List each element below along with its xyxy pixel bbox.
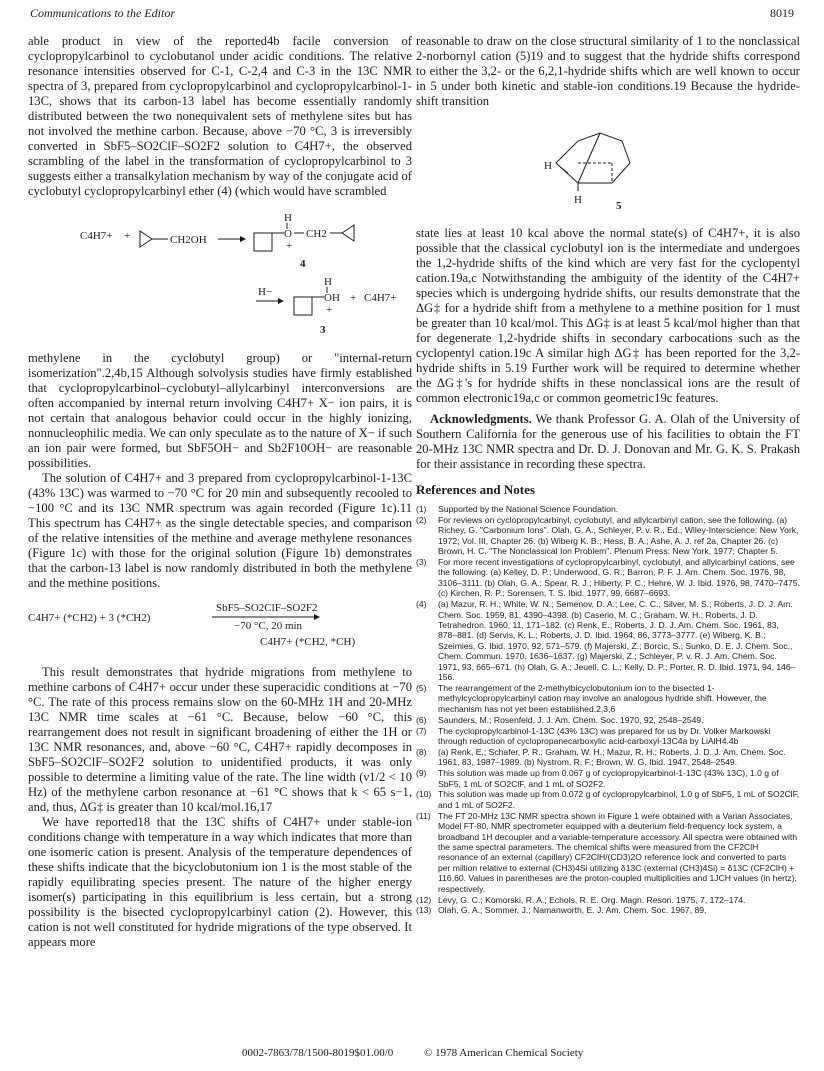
arrowhead-2 <box>278 298 284 304</box>
equation-lhs: C4H7+ (*CH2) + 3 (*CH2) <box>28 612 151 624</box>
equation-rhs: C4H7+ (*CH2, *CH) <box>260 636 356 648</box>
right-column <box>416 34 800 916</box>
scheme-o: O <box>284 228 292 240</box>
reference-item: (10) This solution was made up from 0.072 g of cyclopropylcarbinol, 1.0 g of SbF5, 1 mL of SO2ClF, and 1 mL of SO2F2. <box>416 789 800 810</box>
footer-copyright: © 1978 American Chemical Society <box>424 1047 584 1059</box>
compound-label-5: 5 <box>616 200 622 212</box>
cyclopropyl-ring-2 <box>342 225 354 241</box>
reference-item: (12) Levy, G. C.; Komorski, R. A.; Echols, R. E. Org. Magn. Reson. 1975, 7, 172–174. <box>416 894 746 905</box>
scheme-ch2oh: CH2OH <box>170 234 207 246</box>
references-heading: References and Notes <box>416 482 535 497</box>
reference-item: (6) Saunders, M.; Rosenfeld, J. J. Am. Chem. Soc. 1970, 92, 2548–2549. <box>416 714 704 725</box>
structure-5-h1: H <box>544 160 552 172</box>
equation-svg <box>28 599 412 651</box>
page-number: 8019 <box>770 6 794 20</box>
reference-item: (2) For reviews on cyclopropylcarbinyl, cyclobutyl, and allylcarbinyl cation, see the following. (a) Richey, G. "Carbonium Ions". Olah, G. A., Schleyer, P. v. R., Ed., Wiley-Interscience: New York, 1972; Vol. III, Chapter 26. (b) Wiberg K. B.; Hess, B. A.; Ashe, A. J. ref 2a, Chapter 26. (c) Brown, H. C. "The Nonclassical Ion Problem". Plenum Press: New York, 1977; Chapter 5. <box>416 514 799 557</box>
equation-under-arrow: −70 °C, 20 min <box>234 620 303 632</box>
reference-item: (11) The FT 20-MHz 13C NMR spectra shown in Figure 1 were obtained with a Varian Associates, Model FT-80, NMR spectrometer equipped with a deuterium field-frequency lock system, a broadband 1H decoupler and a variable-temperature accessory. All spectra were obtained with the same spectral parameters. The chemical shifts were measured from the CF2ClH resonance of an external (capillary) CF2ClH/(CD3)2O reference lock and converted to parts per million relative to external (CH3)4Si utilizing δ13C (external (CH3)4Si) = δ13C (CF2ClH) + 116.60. Values in parentheses are the proton-coupled multiplicities and 1JCH values (in hertz), respectively. <box>416 810 798 894</box>
norbornyl-bridge <box>578 133 600 183</box>
norbornyl-structure-svg <box>416 111 800 213</box>
scheme-plus-charge: + <box>286 240 293 252</box>
reference-item: (4) (a) Mazur, R. H.; White, W. N.; Semenov, D. A.; Lee, C. C.; Silver, M. S.; Roberts, J. D. J. Am. Chem. Soc. 1959, 81, 4390–4398. (b) Caserio, M. C.; Graham, W. H.; Roberts, J. D. Tetrahedron. 1960, 11, 171–182. (c) Renk, E.; Roberts, J. D. J. Am. Chem. Soc. 1961, 83, 878–881. (d) Servis, K. L.; Roberts, J. D. Ibid. 1964, 86, 3773–3777. (e) Wiberg, K. B.; Szeimies, G. Ibid. 1970, 92, 571–579. (f) Majerski, Z.; Borcic, S.; Sunko, D. E. J. Chem. Soc., Chem. Commun. 1970, 1636–1637. (g) Majerski, Z.; Schleyer, P. v. R. J. Am. Chem. Soc. 1971, 93, 665–671. (h) Olah, G. A.; Jeuell, C. L.; Kelly, D. P.; Porter, R. D. Ibid. 1971, 94, 146–156. <box>416 599 796 682</box>
scheme-h: H <box>284 212 292 224</box>
cyclopropyl-ring <box>140 231 152 247</box>
left-paragraph-1: able product in view of the reported4b facile conversion of cyclopropylcarbinol to cyclobutanol under acidic conditions. The relative resonance intensities observed for C-1, C-2,4 and C-3 in the 13C NMR spectra of 3, prepared from cyclopropylcarbinol and cyclopropylcarbinol-1-13C, shows that its carbon-13 label has become essentially randomly distributed between the two nonequivalent sets of methylene sites but has not involved the methine carbon. Because, above −70 °C, 3 is irreversibly converted in SbF5–SO2ClF–SO2F2 solution to C4H7+, the observed scrambling of the label in the transformation of cyclopropylcarbinol to 3 suggests either a transalkylation mechanism by way of the conjugate acid of cyclobutyl cyclopropylcarbinyl ether (4) (which would have scrambled <box>28 34 412 198</box>
reference-item: (9) This solution was made up from 0.067 g of cyclopropylcarbinol-1-13C (43% 13C), 1.0 g of SbF5, 1 mL of SO2ClF, and 1 mL of SO2F2. <box>416 768 779 789</box>
footer-code: 0002-7863/78/1500-8019$01.00/0 <box>242 1047 394 1059</box>
scheme-ch2: CH2 <box>306 228 327 240</box>
equation-arrowhead <box>314 614 320 620</box>
scheme-h-minus: H− <box>258 286 273 298</box>
cyclobutyl-ring <box>254 233 272 251</box>
left-column <box>28 34 412 950</box>
arrowhead-1 <box>240 236 246 242</box>
reference-item: (5) The rearrangement of the 2-methylbicyclobutonium ion to the bisected 1-methylcyclopropylcarbinyl cation may involve an analogous hydride shift. However, the mechanism has not yet been established.2,3,6 <box>416 682 767 714</box>
running-head: Communications to the Editor <box>30 6 175 20</box>
norbornyl-bottom-bonds <box>556 163 630 183</box>
reaction-scheme-svg <box>28 205 412 347</box>
reference-item: (7) The cyclopropylcarbinol-1-13C (43% 13C) was prepared for us by Dr. Volker Markowski through reduction of cyclopropanecarboxylic acid-carboxyl-13C4a by LiAlH4.4b <box>416 725 771 746</box>
reference-item: (8) (a) Renk, E.; Schafer, P. R.; Graham, W. H.; Mazur, R. H.; Roberts, J. D. J. Am. Chem. Soc. 1961, 83, 1987–1989. (b) Nystrom, R. F.; Brown, W. G. Ibid. 1947, 2548–2549. <box>416 746 786 768</box>
bond <box>560 167 568 173</box>
equation-over-arrow: SbF5–SO2ClF–SO2F2 <box>216 602 318 614</box>
cyclobutyl-ring-2 <box>294 297 312 315</box>
reference-item: (13) Olah, G. A.; Sommer, J.; Namanworth, E. J. Am. Chem. Soc. 1967, 89, <box>416 905 707 916</box>
right-paragraph-1: reasonable to draw on the close structural similarity of 1 to the nonclassical 2-norbornyl cation (5)19 and to suggest that the hydride shifts correspond to either the 3,2- or the 6,2,1-hydride shifts which are well known to occur in 5 under both kinetic and stable-ion conditions.19 Because the hydride-shift transition <box>416 34 800 108</box>
scheme-reactant: C4H7+ <box>80 230 113 242</box>
acknowledgments-text: We thank Professor G. A. Olah of the University of Southern California for the generous use of his facilities to obtain the FT 20-MHz 13C NMR spectra and Dr. D. J. Donovan and Mr. G. K. S. Prakash for their assistance in recording these spectra. <box>416 412 800 471</box>
reaction-scheme <box>28 205 412 347</box>
scheme-plus: + <box>124 230 131 242</box>
references-list <box>416 504 800 916</box>
scheme-plus-charge-2: + <box>326 304 333 316</box>
reference-item: (3) For more recent investigations of cyclopropylcarbinyl, cyclobutyl, and allylcarbinyl cations, see the following. (a) Kelley, D. P.; Underwood, G. R.; Barron, P. F. J. Am. Chem. Soc. 1976, 98, 3106–3111. (b) Olah, G. A.; Spear, R. J.; Hiberty, P. C.; Hehre, W. J. Ibid. 1976, 98, 7470–7475. (c) Kirchen, R. P.; Sorensen, T. S. Ibid. 1977, 99, 6687–6693. <box>416 557 800 599</box>
equation <box>28 599 412 655</box>
compound-label-3: 3 <box>320 324 326 336</box>
left-paragraph-4: This result demonstrates that hydride migrations from methylene to methine carbons of C4H7+ occur under these superacidic conditions at −70 °C. The rate of this process remains slow on the 60-MHz 1H and 20-MHz 13C NMR time scales at −61 °C. Because, below −60 °C, this rearrangement does not result in significant broadening of either the 1H or 13C NMR resonances, and, above −60 °C, C4H7+ rapidly decomposes in SbF5–SO2ClF–SO2F2 solution to unidentified products, it was only possible to determine a limiting value of the rate. The line width (ν1/2 < 10 Hz) of the methylene carbon resonance at −61 °C shows that k < 65 s−1, and, thus, ΔG‡ is greater than 10 kcal/mol.16,17 <box>28 665 412 814</box>
scheme-plus-2: + <box>350 292 357 304</box>
reference-item: (1) Supported by the National Science Foundation. <box>416 504 619 514</box>
left-paragraph-3: The solution of C4H7+ and 3 prepared from cyclopropylcarbinol-1-13C (43% 13C) was warmed to −70 °C for 20 min and subsequently recooled to −100 °C and its 13C NMR spectrum was again recorded (Figure 1c).11 This spectrum has C4H7+ as the single detectable species, and comparison of the relative intensities of the methine and average methylene resonances (Figure 1c) with those for the original solution (Figure 1b) demonstrates that the carbon-13 label is now randomly distributed in both the methylene and the methine positions. <box>28 471 412 590</box>
acknowledgments <box>416 412 800 472</box>
structure-5-h2: H <box>574 194 582 206</box>
scheme-h-2: H <box>324 276 332 288</box>
compound-label-4: 4 <box>300 258 306 270</box>
structure-5 <box>416 111 800 218</box>
scheme-c4h7: C4H7+ <box>364 292 397 304</box>
acknowledgments-heading: Acknowledgments. <box>430 412 532 426</box>
scheme-oh: OH <box>324 292 340 304</box>
right-paragraph-2: state lies at least 10 kcal above the normal state(s) of C4H7+, it is also possible that the classical cyclobutyl ion is the intermediate and undergoes the 1,2-hydride shifts of the kind which are very fast for the cyclopentyl cation.19a,c Notwithstanding the ambiguity of the identity of the C4H7+ species which is undergoing hydride shifts, our results demonstrate that the ΔG‡ for a hydride shift from a methylene to a methine position for 1 must be greater than 10 kcal/mol. This ΔG‡ is at least 5 kcal/mol higher than that for degenerate 1,2-hydride shifts in secondary carbocations such as the cyclopentyl cation.19c A similar high ΔG‡ has been reported for the 3,2-hydride shifts in 5.19 Further work will be required to determine whether the ΔG‡'s for hydride shifts in these nonclassical ions are the result of common electronic19a,c or common geometric19c features. <box>416 226 800 405</box>
left-paragraph-2: methylene in the cyclobutyl group) or "internal-return isomerization".2,4b,15 Although solvolysis studies have firmly established that cyclopropylcarbinol–cyclobutyl–allylcarbinyl interconversions are often accompanied by internal return involving C4H7+ X− ion pairs, it is not certain that analogous behavior could occur in the highly ionizing, nonnucleophilic media. We can only speculate as to the nature of X− if such an ion pair were formed, but SbF5OH− and Sb2F10OH− are reasonable possibilities. <box>28 351 412 470</box>
left-paragraph-5: We have reported18 that the 13C shifts of C4H7+ under stable-ion conditions change with temperature in a way which indicates that more than one isomeric cation is present. Analysis of the temperature dependences of these shifts indicate that the bicyclobutonium ion 1 is the most stable of the rapidly equilibrating species present. The nature of the higher energy isomer(s) participating in this equilibrium is less certain, but a strong possibility is the bisected cyclopropylcarbinyl cation (2). However, this cation is not well constituted for hydride migrations of the type observed. It appears more <box>28 815 412 949</box>
